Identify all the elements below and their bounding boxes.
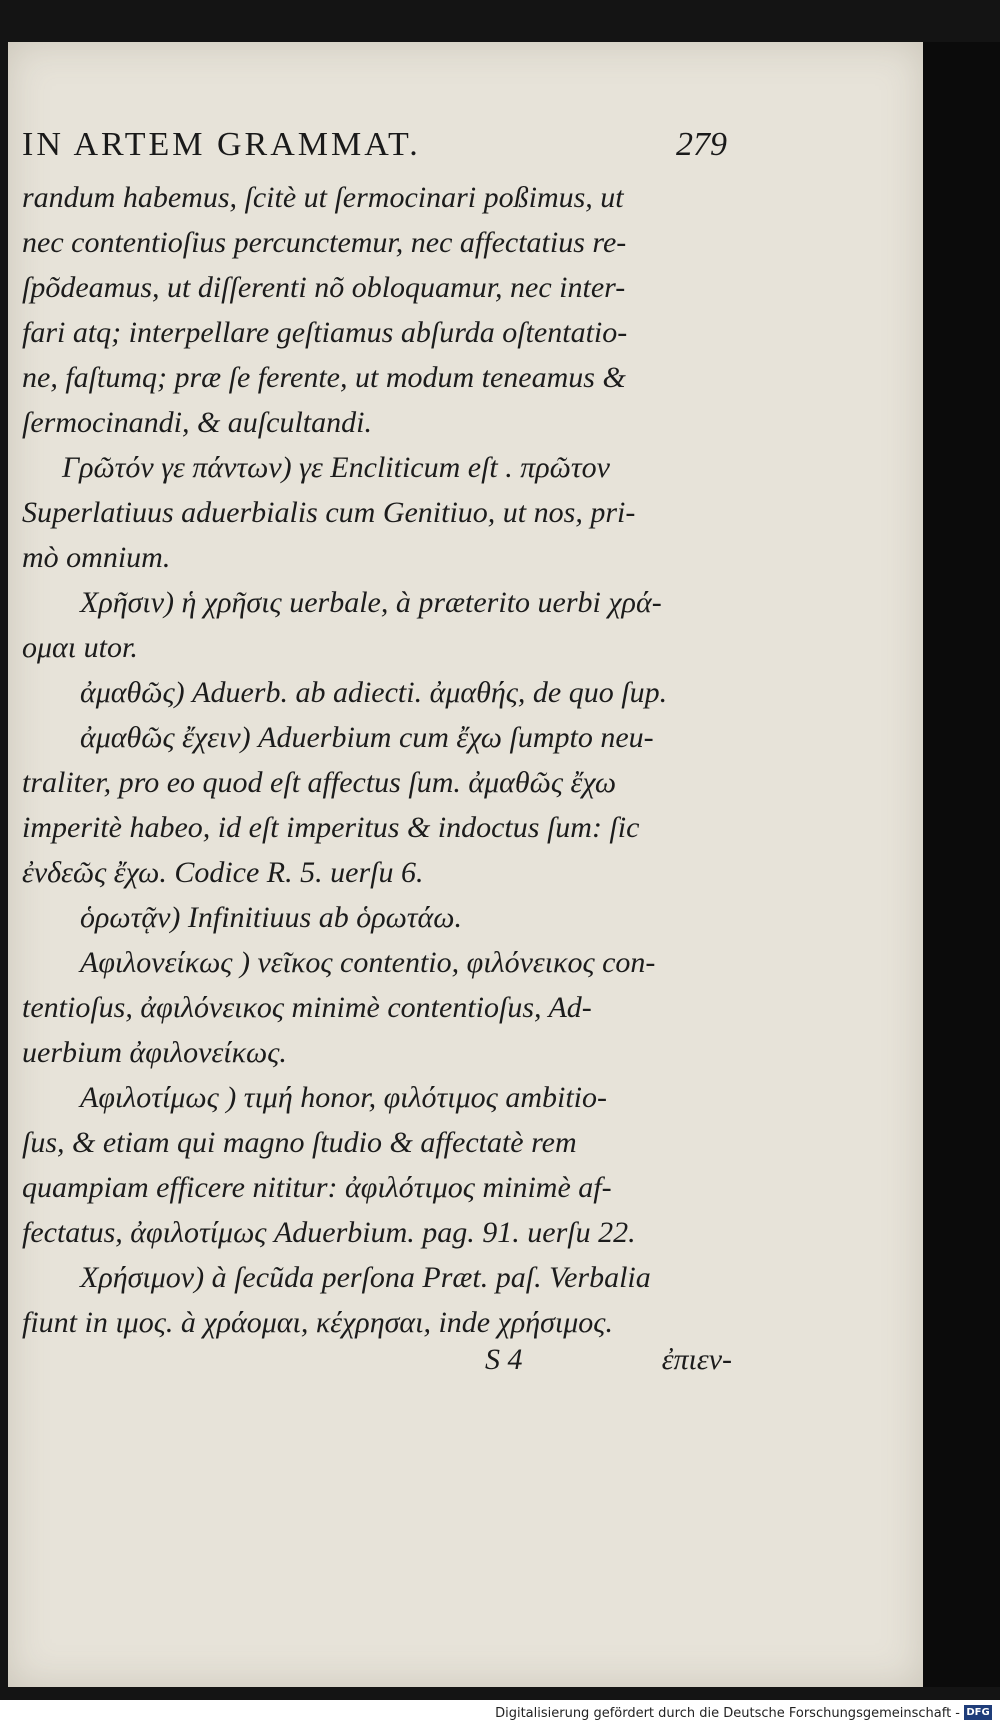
- catchline: [22, 1343, 732, 1383]
- text-line: randum habemus, ſcitè ut ſermocinari poßimus, ut: [22, 181, 624, 214]
- text-line: ομαι utor.: [22, 631, 138, 664]
- text-line: mò omnium.: [22, 541, 171, 574]
- catchword: ἐπιεν-: [661, 1343, 732, 1376]
- dfg-logo: DFG: [964, 1705, 992, 1720]
- running-title: IN ARTEM GRAMMAT.: [22, 126, 421, 163]
- text-line: traliter, pro eo quod eſt affectus ſum. ἀμαθῶς ἔχω: [22, 766, 617, 799]
- text-line: ne, faſtumq; præ ſe ferente, ut modum teneamus &: [22, 361, 626, 394]
- text-line: nec contentioſius percunctemur, nec affectatius re-: [22, 226, 627, 259]
- text-line: ἀμαθῶς) Aduerb. ab adiecti. ἀμαθής, de quo ſup.: [80, 676, 668, 709]
- text-line: tentioſus, ἀφιλόνεικος minimè contentioſus, Ad-: [22, 991, 592, 1024]
- digitization-credit: Digitalisierung gefördert durch die Deutsche Forschungsgemeinschaft -: [495, 1706, 960, 1721]
- text-line: uerbium ἀφιλονείκως.: [22, 1036, 287, 1069]
- text-body: [22, 175, 732, 1345]
- text-line: imperitè habeo, id eſt imperitus & indoctus ſum: ſic: [22, 811, 640, 844]
- text-line: ſpõdeamus, ut diſſerenti nõ obloquamur, nec inter-: [22, 271, 626, 304]
- text-line: ſus, & etiam qui magno ſtudio & affectatè rem: [22, 1126, 577, 1159]
- text-line: ἀμαθῶς ἔχειν) Aduerbium cum ἔχω ſumpto neu-: [80, 721, 654, 754]
- text-line: quampiam efficere nititur: ἀφιλότιμος minimè af-: [22, 1171, 612, 1204]
- text-line: fiunt in ιμος. à χράομαι, κέχρησαι, inde χρήσιμος.: [22, 1306, 613, 1339]
- text-line: Αφιλονείκως ) νεῖκος contentio, φιλόνεικος con-: [80, 946, 656, 979]
- text-line: ἐνδεῶς ἔχω. Codice R. 5. uerſu 6.: [22, 856, 424, 889]
- signature-mark: S 4: [485, 1343, 523, 1376]
- text-line: ſermocinandi, & auſcultandi.: [22, 406, 372, 439]
- page-edge-shadow: [923, 42, 1000, 1687]
- text-line: fari atq; interpellare geſtiamus abſurda oſtentatio-: [22, 316, 628, 349]
- page-number: 279: [676, 126, 727, 163]
- text-line: Χρήσιμον) à ſecũda perſona Præt. paſ. Verbalia: [80, 1261, 651, 1294]
- text-line: Αφιλοτίμως ) τιμή honor, φιλότιμος ambitio-: [80, 1081, 607, 1114]
- footer-bar: [0, 1700, 1000, 1727]
- text-line: fectatus, ἀφιλοτίμως Aduerbium. pag. 91. uerſu 22.: [22, 1216, 636, 1249]
- text-line: Χρῆσιν) ἡ χρῆσις uerbale, à præterito uerbi χρά‑: [80, 586, 662, 619]
- text-line: Γρῶτόν γε πάντων) γε Encliticum eſt . πρῶτον: [62, 451, 610, 484]
- text-line: Superlatiuus aduerbialis cum Genitiuo, ut nos, pri-: [22, 496, 636, 529]
- text-line: ὁρωτᾷν) Infinitiuus ab ὁρωτάω.: [80, 901, 462, 934]
